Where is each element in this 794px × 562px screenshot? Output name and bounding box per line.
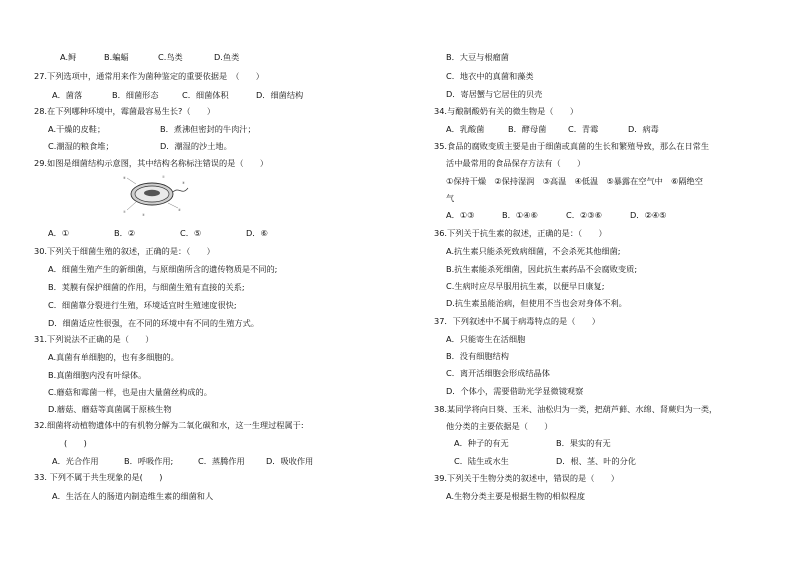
q39-option-a: A.生物分类主要是根据生物的相似程度 bbox=[446, 491, 586, 501]
q28-option-b: B．煮沸但密封的牛肉汁； bbox=[160, 124, 256, 134]
q27-option-d: D．细菌结构 bbox=[256, 90, 304, 100]
q28-option-a: A.干燥的皮鞋； bbox=[48, 124, 106, 134]
q38-stem-line2: 他分类的主要依据是（ ） bbox=[446, 421, 553, 431]
q37-option-d: D．个体小，需要借助光学显微镜观察 bbox=[446, 386, 584, 396]
q35-stem-line2: 活中最常用的食品保存方法有（ ） bbox=[446, 158, 586, 168]
q37-option-c: C．离开活细胞会形成结晶体 bbox=[446, 368, 550, 378]
q28-option-c: C.潮湿的粮食堆； bbox=[48, 141, 114, 151]
diagram-label-3: ③ bbox=[142, 213, 145, 217]
q27-option-a: A．菌落 bbox=[52, 90, 83, 100]
q34-option-a: A．乳酸菌 bbox=[446, 124, 485, 134]
q30-option-c: C．细菌靠分裂进行生殖，环境适宜时生殖速度很快; bbox=[48, 300, 237, 310]
diagram-label-5: ⑤ bbox=[182, 181, 185, 185]
flagellum bbox=[173, 188, 188, 192]
q32-option-a: A．光合作用 bbox=[52, 456, 99, 466]
q34-stem: 34.与酿制酸奶有关的微生物是（ ） bbox=[434, 106, 579, 116]
q27-option-c: C．细菌体积 bbox=[182, 90, 229, 100]
q34-option-b: B．酵母菌 bbox=[508, 124, 547, 134]
q29-option-a: A．① bbox=[48, 228, 70, 238]
q32-option-b: B．呼吸作用; bbox=[124, 456, 174, 466]
q38-stem-line1: 38.某同学将向日葵、玉米、油松归为一类，把葫芦藓、水绵、肾蕨归为一类， bbox=[434, 404, 718, 414]
q28-option-d: D．潮湿的沙土地。 bbox=[160, 141, 232, 151]
q32-answer-paren: ( ) bbox=[64, 438, 87, 448]
q28-stem: 28.在下列哪种环境中，霉菌最容易生长?（ ） bbox=[34, 106, 216, 116]
q37-option-a: A．只能寄生在活细胞 bbox=[446, 334, 526, 344]
q38-option-c: C．陆生或水生 bbox=[454, 456, 509, 466]
q30-option-b: B．荚膜有保护细菌的作用，与细菌生殖有直接的关系; bbox=[48, 282, 245, 292]
q34-option-c: C．青霉 bbox=[568, 124, 599, 134]
q26-option-c: C.鸟类 bbox=[158, 52, 183, 62]
q35-option-d: D．②④⑤ bbox=[630, 210, 667, 220]
q26-option-a: A.鲟 bbox=[60, 52, 77, 62]
q32-stem: 32.细菌将动植物遗体中的有机物分解为二氧化碳和水，这一生理过程属于: bbox=[34, 420, 304, 430]
diagram-label-6: ⑥ bbox=[123, 176, 126, 180]
q36-option-b: B.抗生素能杀死细菌，因此抗生素药品不会腐败变质; bbox=[446, 264, 638, 274]
q29-stem: 29.如图是细菌结构示意图，其中结构名称标注错误的是（ ） bbox=[34, 158, 269, 168]
q38-option-d: D．根、茎、叶的分化 bbox=[556, 456, 636, 466]
q35-option-a: A．①③ bbox=[446, 210, 475, 220]
q33-option-a: A．生活在人的肠道内制造维生素的细菌和人 bbox=[52, 491, 214, 501]
q38-option-a: A．种子的有无 bbox=[454, 438, 509, 448]
q35-items-line2: 气 bbox=[446, 193, 455, 203]
q34-option-d: D．病毒 bbox=[628, 124, 659, 134]
q39-stem: 39.下列关于生物分类的叙述中，错误的是（ ） bbox=[434, 473, 619, 483]
q29-option-b: B．② bbox=[114, 228, 136, 238]
q35-stem-line1: 35.食品的腐败变质主要是由于细菌或真菌的生长和繁殖导致，那么在日常生 bbox=[434, 141, 710, 151]
q26-option-d: D.鱼类 bbox=[214, 52, 240, 62]
q38-option-b: B．果实的有无 bbox=[556, 438, 611, 448]
q36-stem: 36.下列关于抗生素的叙述，正确的是：（ ） bbox=[434, 228, 607, 238]
q32-option-d: D．吸收作用 bbox=[266, 456, 314, 466]
q33-stem: 33. 下列不属于共生现象的是( ) bbox=[34, 472, 163, 482]
q26-option-b: B.蝙蝠 bbox=[104, 52, 129, 62]
q36-option-c: C.生病时应尽早服用抗生素，以便早日康复; bbox=[446, 281, 605, 291]
q30-option-d: D．细菌适应性很强，在不同的环境中有不同的生殖方式。 bbox=[48, 318, 259, 328]
q31-option-c: C.蘑菇和霉菌一样，也是由大量菌丝构成的。 bbox=[48, 387, 212, 397]
q31-option-b: B.真菌细胞内没有叶绿体。 bbox=[48, 370, 147, 380]
q37-option-b: B．没有细胞结构 bbox=[446, 351, 509, 361]
q36-option-d: D.抗生素虽能治病，但使用不当也会对身体不利。 bbox=[446, 298, 627, 308]
q29-option-c: C．⑤ bbox=[180, 228, 202, 238]
q27-option-b: B．细菌形态 bbox=[112, 90, 159, 100]
q35-items-line1: ①保持干燥 ②保持湿润 ③高温 ④低温 ⑤暴露在空气中 ⑥隔绝空 bbox=[446, 176, 703, 186]
q30-option-a: A．细菌生殖产生的新细菌，与原细菌所含的遗传物质是不同的; bbox=[48, 264, 278, 274]
q29-option-d: D．⑥ bbox=[246, 228, 268, 238]
q33-option-c: C．地衣中的真菌和藻类 bbox=[446, 71, 534, 81]
q27-stem: 27.下列选项中，通常用来作为菌种鉴定的重要依据是 （ ） bbox=[34, 71, 264, 81]
q32-option-c: C．蒸腾作用 bbox=[198, 456, 245, 466]
q35-option-c: C．②③⑥ bbox=[566, 210, 602, 220]
q33-option-b: B．大豆与根瘤菌 bbox=[446, 52, 509, 62]
q31-option-a: A.真菌有单细胞的，也有多细胞的。 bbox=[48, 352, 179, 362]
q37-stem: 37．下列叙述中不属于病毒特点的是（ ） bbox=[434, 316, 600, 326]
q33-option-d: D．寄居蟹与它居住的贝壳 bbox=[446, 89, 543, 99]
diagram-label-2: ② bbox=[123, 210, 126, 214]
q31-stem: 31.下列说法不正确的是（ ） bbox=[34, 334, 154, 344]
bacteria-structure-diagram bbox=[122, 172, 192, 218]
diagram-label-1: ① bbox=[162, 175, 165, 179]
q30-stem: 30.下列关于细菌生殖的叙述，正确的是：（ ） bbox=[34, 246, 215, 256]
q35-option-b: B．①④⑥ bbox=[502, 210, 538, 220]
dna-region bbox=[144, 190, 160, 196]
q31-option-d: D.蘑菇、蘑菇等真菌属于原核生物 bbox=[48, 404, 172, 414]
q36-option-a: A.抗生素只能杀死致病细菌，不会杀死其他细菌; bbox=[446, 246, 621, 256]
diagram-label-4: ④ bbox=[178, 208, 181, 212]
